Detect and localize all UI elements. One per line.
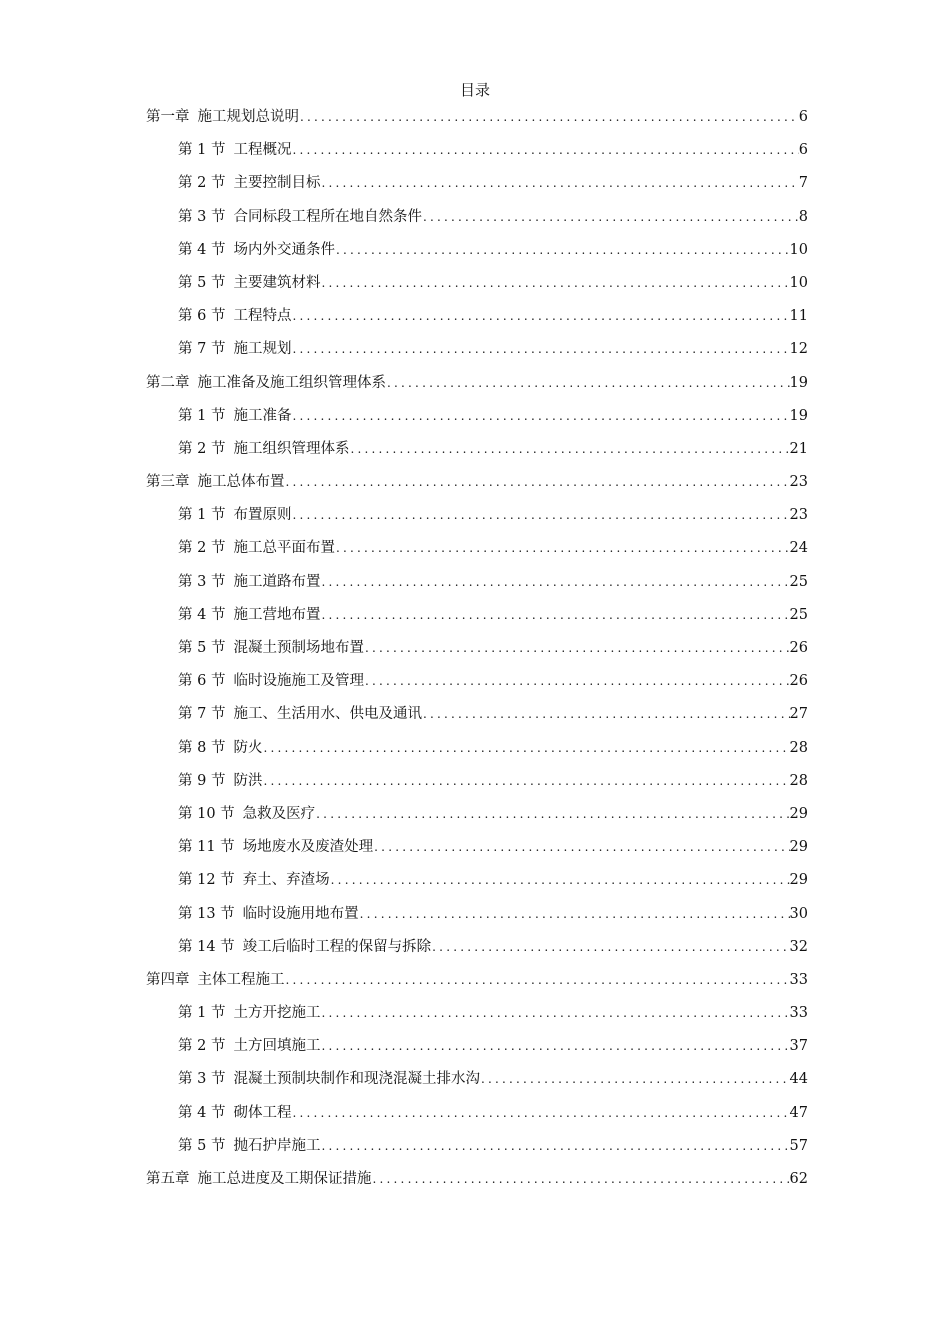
toc-section-entry[interactable]: [146, 134, 808, 167]
toc-entry-number: 第 10 节: [178, 805, 235, 822]
toc-section-entry[interactable]: [146, 300, 808, 333]
toc-section-entry[interactable]: [146, 167, 808, 200]
toc-entry-number: 第 5 节: [178, 640, 226, 656]
toc-entry-label: [178, 599, 320, 632]
toc-entry-text: 竣工后临时工程的保留与拆除: [242, 938, 432, 955]
toc-page-number: 30: [789, 905, 808, 922]
toc-page-number: 6: [798, 142, 808, 159]
toc-entry-label: [178, 134, 291, 167]
toc-section-entry[interactable]: [146, 1130, 808, 1163]
toc-chapter-entry[interactable]: [146, 466, 808, 499]
toc-dot-leader: [291, 400, 789, 433]
toc-entry-label: [178, 732, 262, 765]
toc-page-number: 26: [789, 640, 808, 656]
toc-dot-leader: [285, 466, 790, 499]
toc-page-number: 21: [789, 440, 808, 457]
toc-entry-text: 主要控制目标: [233, 175, 321, 192]
toc-section-entry[interactable]: [146, 400, 808, 433]
toc-entry-label: [178, 632, 364, 665]
toc-entry-label: [178, 898, 359, 931]
toc-dot-leader: [364, 665, 790, 698]
toc-entry-text: 施工规划总说明: [197, 109, 299, 125]
toc-section-entry[interactable]: [146, 201, 808, 234]
toc-entry-label: [178, 665, 364, 698]
toc-entry-text: 施工营地布置: [233, 606, 321, 623]
toc-entry-label: [178, 532, 335, 565]
toc-entry-number: 第 5 节: [178, 274, 226, 291]
toc-dot-leader: [320, 267, 789, 300]
toc-entry-number: 第 1 节: [178, 142, 226, 159]
toc-entry-number: 第 11 节: [178, 839, 235, 856]
toc-entry-text: 施工准备: [233, 407, 292, 424]
toc-dot-leader: [330, 864, 790, 897]
toc-page-number: 29: [789, 839, 808, 856]
toc-entry-number: 第 13 节: [178, 905, 235, 922]
toc-section-entry[interactable]: [146, 931, 808, 964]
toc-entry-text: 施工道路布置: [233, 573, 321, 590]
toc-entry-text: 土方开挖施工: [233, 1005, 321, 1022]
toc-entry-text: 临时设施施工及管理: [233, 673, 364, 690]
toc-entry-label: [146, 1163, 372, 1196]
toc-entry-number: 第 2 节: [178, 1038, 226, 1055]
toc-entry-label: [178, 167, 320, 200]
toc-dot-leader: [291, 333, 789, 366]
toc-entry-label: [178, 798, 315, 831]
toc-section-entry[interactable]: [146, 267, 808, 300]
toc-entry-number: 第 2 节: [178, 175, 226, 192]
toc-dot-leader: [364, 632, 790, 665]
toc-entry-number: 第 7 节: [178, 341, 226, 358]
toc-page-number: 10: [789, 274, 808, 291]
toc-entry-number: 第 4 节: [178, 241, 226, 258]
toc-dot-leader: [291, 499, 789, 532]
toc-page-number: 25: [789, 606, 808, 623]
toc-entry-number: 第 8 节: [178, 739, 226, 756]
toc-page-number: 47: [789, 1104, 808, 1121]
toc-entry-text: 混凝土预制块制作和现浇混凝土排水沟: [233, 1071, 480, 1088]
toc-entry-number: 第四章: [146, 971, 190, 988]
toc-entry-number: 第五章: [146, 1171, 190, 1187]
toc-page-number: 27: [789, 706, 808, 723]
toc-entry-number: 第 3 节: [178, 573, 226, 590]
toc-page-number: 32: [789, 938, 808, 955]
toc-dot-leader: [320, 1030, 789, 1063]
toc-entry-number: 第 4 节: [178, 606, 226, 623]
toc-entry-number: 第 6 节: [178, 308, 226, 325]
toc-entry-text: 布置原则: [233, 507, 292, 524]
toc-entry-text: 防洪: [233, 772, 263, 789]
toc-entry-label: [178, 1130, 320, 1163]
toc-dot-leader: [373, 831, 789, 864]
toc-entry-number: 第 9 节: [178, 772, 226, 789]
toc-entry-label: [178, 433, 349, 466]
toc-page-number: 33: [789, 971, 808, 988]
toc-dot-leader: [372, 1163, 790, 1196]
toc-entry-label: [178, 267, 320, 300]
toc-dot-leader: [431, 931, 789, 964]
toc-dot-leader: [262, 765, 789, 798]
toc-section-entry[interactable]: [146, 333, 808, 366]
toc-page-number: 25: [789, 573, 808, 590]
toc-chapter-entry[interactable]: [146, 1163, 808, 1196]
toc-entry-label: [178, 1030, 320, 1063]
toc-dot-leader: [320, 566, 789, 599]
toc-section-entry[interactable]: [146, 997, 808, 1030]
toc-entry-text: 急救及医疗: [242, 805, 316, 822]
toc-entry-label: [178, 1063, 480, 1096]
toc-section-entry[interactable]: [146, 1063, 808, 1096]
toc-page-number: 62: [789, 1171, 808, 1187]
toc-chapter-entry[interactable]: [146, 964, 808, 997]
toc-section-entry[interactable]: [146, 831, 808, 864]
toc-entry-label: [178, 831, 373, 864]
toc-entry-text: 施工、生活用水、供电及通讯: [233, 706, 422, 723]
toc-entry-text: 施工规划: [233, 341, 292, 358]
toc-section-entry[interactable]: [146, 698, 808, 731]
toc-dot-leader: [291, 134, 798, 167]
toc-entry-label: [146, 466, 285, 499]
toc-dot-leader: [291, 1097, 789, 1130]
toc-entry-label: [178, 698, 422, 731]
toc-page-number: 6: [798, 109, 808, 125]
toc-dot-leader: [422, 698, 790, 731]
toc-entry-number: 第 3 节: [178, 208, 226, 225]
toc-dot-leader: [320, 997, 789, 1030]
toc-entry-number: 第 4 节: [178, 1104, 226, 1121]
toc-section-entry[interactable]: [146, 665, 808, 698]
toc-page-number: 28: [789, 739, 808, 756]
toc-section-entry[interactable]: [146, 765, 808, 798]
toc-entry-text: 土方回填施工: [233, 1038, 321, 1055]
toc-entry-number: 第 2 节: [178, 540, 226, 557]
toc-section-entry[interactable]: [146, 864, 808, 897]
toc-page-number: 23: [789, 474, 808, 491]
toc-entry-number: 第二章: [146, 374, 190, 391]
toc-dot-leader: [422, 201, 799, 234]
toc-entry-text: 混凝土预制场地布置: [233, 640, 364, 656]
toc-entry-number: 第 5 节: [178, 1137, 226, 1154]
toc-page-number: 37: [789, 1038, 808, 1055]
toc-section-entry[interactable]: [146, 632, 808, 665]
toc-chapter-entry[interactable]: [146, 367, 808, 400]
toc-dot-leader: [320, 167, 798, 200]
toc-entry-text: 主要建筑材料: [233, 274, 321, 291]
toc-page-number: 24: [789, 540, 808, 557]
toc-entry-label: [178, 765, 262, 798]
toc-entry-number: 第 12 节: [178, 872, 235, 889]
toc-dot-leader: [335, 234, 790, 267]
toc-section-entry[interactable]: [146, 566, 808, 599]
toc-dot-leader: [359, 898, 790, 931]
toc-entry-label: [178, 864, 330, 897]
toc-page-number: 12: [789, 341, 808, 358]
toc-entry-label: [178, 566, 320, 599]
toc-dot-leader: [262, 732, 789, 765]
toc-section-entry[interactable]: [146, 234, 808, 267]
toc-entry-label: [178, 234, 335, 267]
toc-entry-text: 抛石护岸施工: [233, 1137, 321, 1154]
toc-entry-text: 砌体工程: [233, 1104, 292, 1121]
toc-section-entry[interactable]: [146, 898, 808, 931]
toc-entry-text: 主体工程施工: [197, 971, 285, 988]
toc-entry-number: 第 3 节: [178, 1071, 226, 1088]
toc-entry-label: [146, 964, 285, 997]
toc-entry-text: 弃土、弃渣场: [242, 872, 330, 889]
toc-page-number: 29: [789, 805, 808, 822]
toc-entry-number: 第 7 节: [178, 706, 226, 723]
toc-dot-leader: [349, 433, 789, 466]
toc-dot-leader: [335, 532, 790, 565]
toc-section-entry[interactable]: [146, 433, 808, 466]
toc-page-number: 29: [789, 872, 808, 889]
toc-entry-number: 第 6 节: [178, 673, 226, 690]
toc-entry-text: 工程概况: [233, 142, 292, 159]
toc-entry-text: 施工总体布置: [197, 474, 285, 491]
toc-entry-text: 工程特点: [233, 308, 292, 325]
toc-section-entry[interactable]: [146, 732, 808, 765]
toc-page-number: 19: [789, 374, 808, 391]
toc-entry-label: [178, 333, 291, 366]
toc-dot-leader: [299, 101, 799, 134]
toc-page-number: 23: [789, 507, 808, 524]
toc-entry-label: [178, 1097, 291, 1130]
toc-page-number: 11: [789, 308, 808, 325]
toc-section-entry[interactable]: [146, 599, 808, 632]
toc-page-number: 44: [789, 1071, 808, 1088]
toc-entry-number: 第 1 节: [178, 407, 226, 424]
toc-entry-number: 第 1 节: [178, 507, 226, 524]
toc-dot-leader: [315, 798, 789, 831]
toc-entry-text: 施工准备及施工组织管理体系: [197, 374, 386, 391]
toc-entry-number: 第一章: [146, 109, 190, 125]
toc-page-number: 8: [798, 208, 808, 225]
toc-entry-number: 第三章: [146, 474, 190, 491]
toc-entry-text: 场内外交通条件: [233, 241, 335, 258]
toc-list: [146, 101, 808, 1196]
toc-entry-label: [178, 931, 431, 964]
toc-entry-text: 临时设施用地布置: [242, 905, 359, 922]
toc-entry-text: 施工总进度及工期保证措施: [197, 1171, 372, 1187]
toc-entry-label: [146, 367, 386, 400]
toc-dot-leader: [480, 1063, 790, 1096]
toc-entry-label: [178, 201, 422, 234]
toc-dot-leader: [285, 964, 790, 997]
toc-title: 目录: [459, 81, 490, 99]
toc-entry-label: [146, 101, 299, 134]
toc-section-entry[interactable]: [146, 532, 808, 565]
toc-section-entry[interactable]: [146, 499, 808, 532]
toc-dot-leader: [320, 599, 789, 632]
toc-page-number: 7: [798, 175, 808, 192]
toc-entry-number: 第 14 节: [178, 938, 235, 955]
toc-page-number: 10: [789, 241, 808, 258]
toc-entry-text: 施工组织管理体系: [233, 440, 350, 457]
toc-page-number: 26: [789, 673, 808, 690]
toc-entry-text: 施工总平面布置: [233, 540, 335, 557]
toc-section-entry[interactable]: [146, 798, 808, 831]
toc-entry-label: [178, 499, 291, 532]
toc-section-entry[interactable]: [146, 1097, 808, 1130]
toc-entry-number: 第 1 节: [178, 1005, 226, 1022]
toc-entry-number: 第 2 节: [178, 440, 226, 457]
toc-chapter-entry[interactable]: [146, 101, 808, 134]
toc-entry-label: [178, 400, 291, 433]
toc-entry-label: [178, 997, 320, 1030]
toc-page-number: 57: [789, 1137, 808, 1154]
toc-entry-label: [178, 300, 291, 333]
toc-dot-leader: [320, 1130, 789, 1163]
toc-dot-leader: [291, 300, 789, 333]
toc-section-entry[interactable]: [146, 1030, 808, 1063]
toc-page-number: 33: [789, 1005, 808, 1022]
toc-dot-leader: [386, 367, 790, 400]
toc-entry-text: 合同标段工程所在地自然条件: [233, 208, 422, 225]
toc-entry-text: 防火: [233, 739, 263, 756]
toc-page-number: 28: [789, 772, 808, 789]
toc-page-number: 19: [789, 407, 808, 424]
toc-entry-text: 场地废水及废渣处理: [242, 839, 374, 856]
